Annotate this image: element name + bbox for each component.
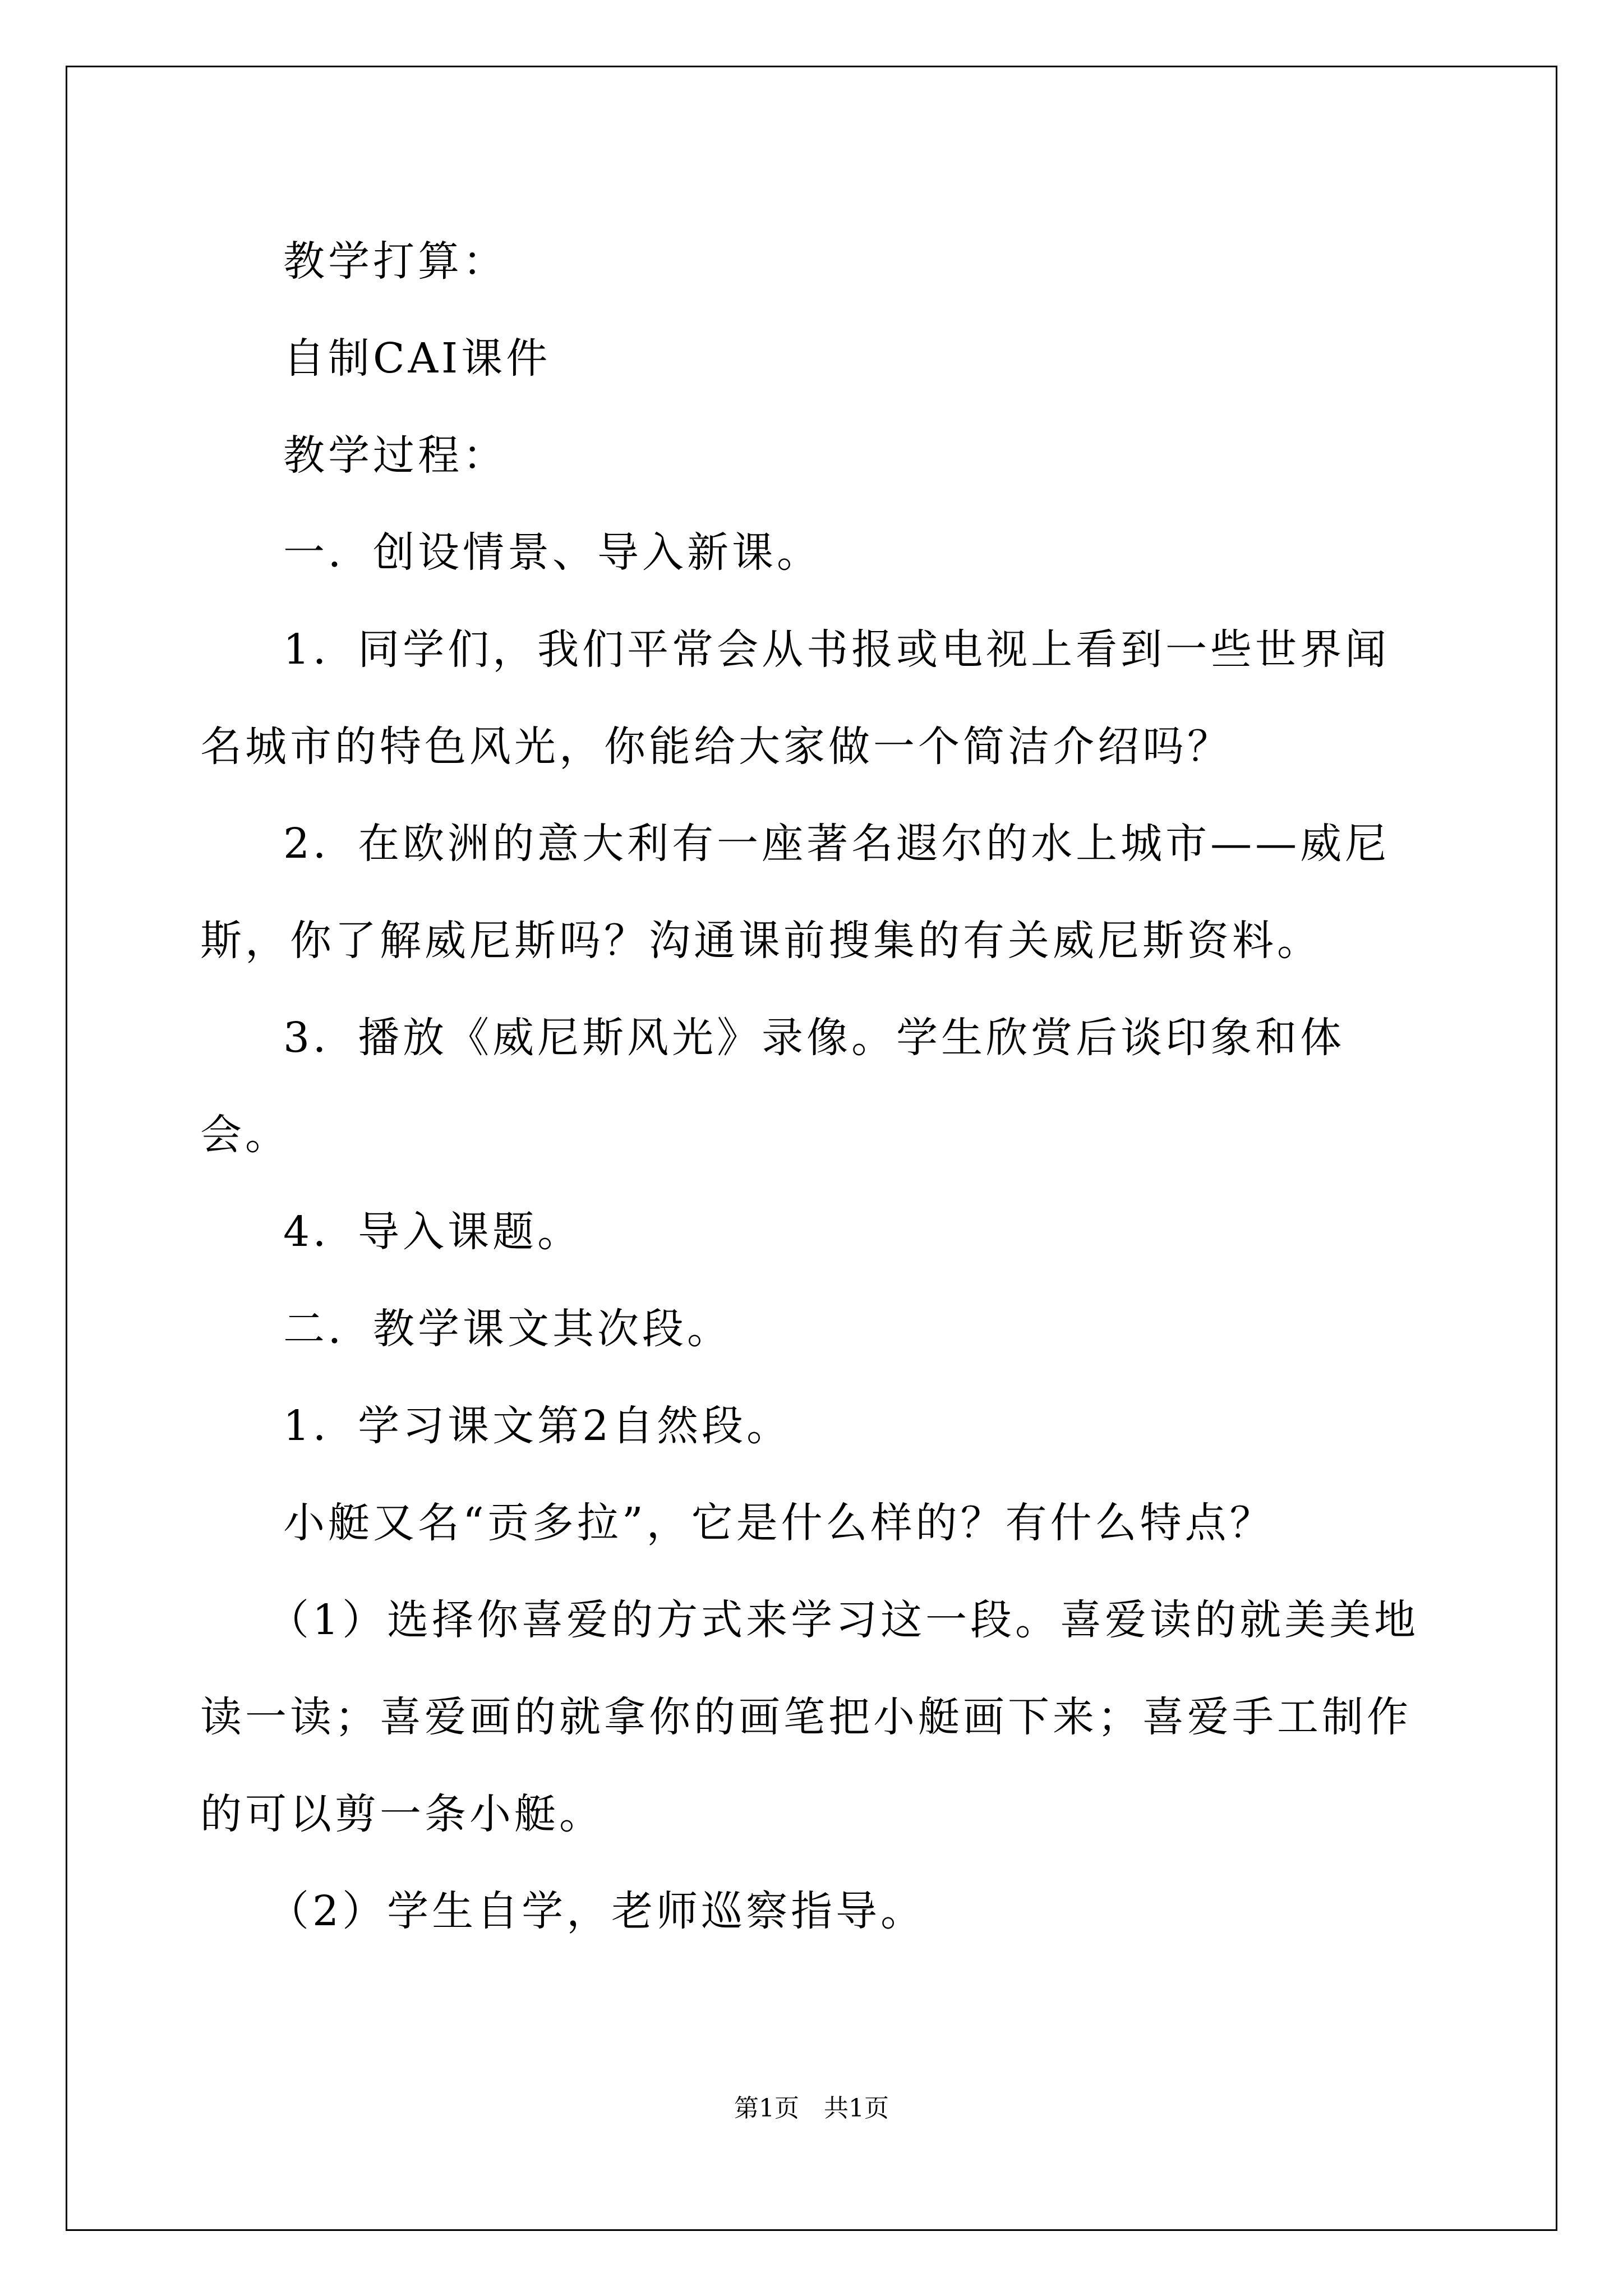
paragraph-study-item-1: 1．学习课文第2自然段。 [283,1402,792,1450]
paragraph-sub-1: （1）选择你喜爱的方式来学习这一段。喜爱读的就美美地读一读；喜爱画的就拿你的画笔把小艇画下来；喜爱手工制作的可以剪一条小艇。 [200,1596,1419,1838]
paragraph-courseware: 自制CAI课件 [283,334,551,383]
paragraph-sub-2: （2）学生自学，老师巡察指导。 [268,1887,926,1935]
paragraph-question: 小艇又名“贡多拉”，它是什么样的？有什么特点？ [283,1499,1275,1547]
paragraph-item-4: 4．导入课题。 [283,1208,583,1256]
document-body [200,213,1424,1960]
paragraph-item-3: 3．播放《威尼斯风光》录像。学生欣赏后谈印象和体会。 [200,1014,1345,1159]
paragraph-section-two: 二．教学课文其次段。 [283,1305,732,1353]
paragraph-section-one: 一．创设情景、导入新课。 [283,528,822,577]
page-footer: 第1页 共1页 [734,2094,889,2123]
paragraph-item-2: 2．在欧洲的意大利有一座著名遐尔的水上城市——威尼斯，你了解威尼斯吗？沟通课前搜集的有关威尼斯资料。 [200,820,1390,965]
paragraph-item-1: 1．同学们，我们平常会从书报或电视上看到一些世界闻名城市的特色风光，你能给大家做一个简洁介绍吗？ [200,625,1390,771]
paragraph-teaching-preparation: 教学打算： [283,237,508,286]
paragraph-teaching-process: 教学过程： [283,431,508,480]
